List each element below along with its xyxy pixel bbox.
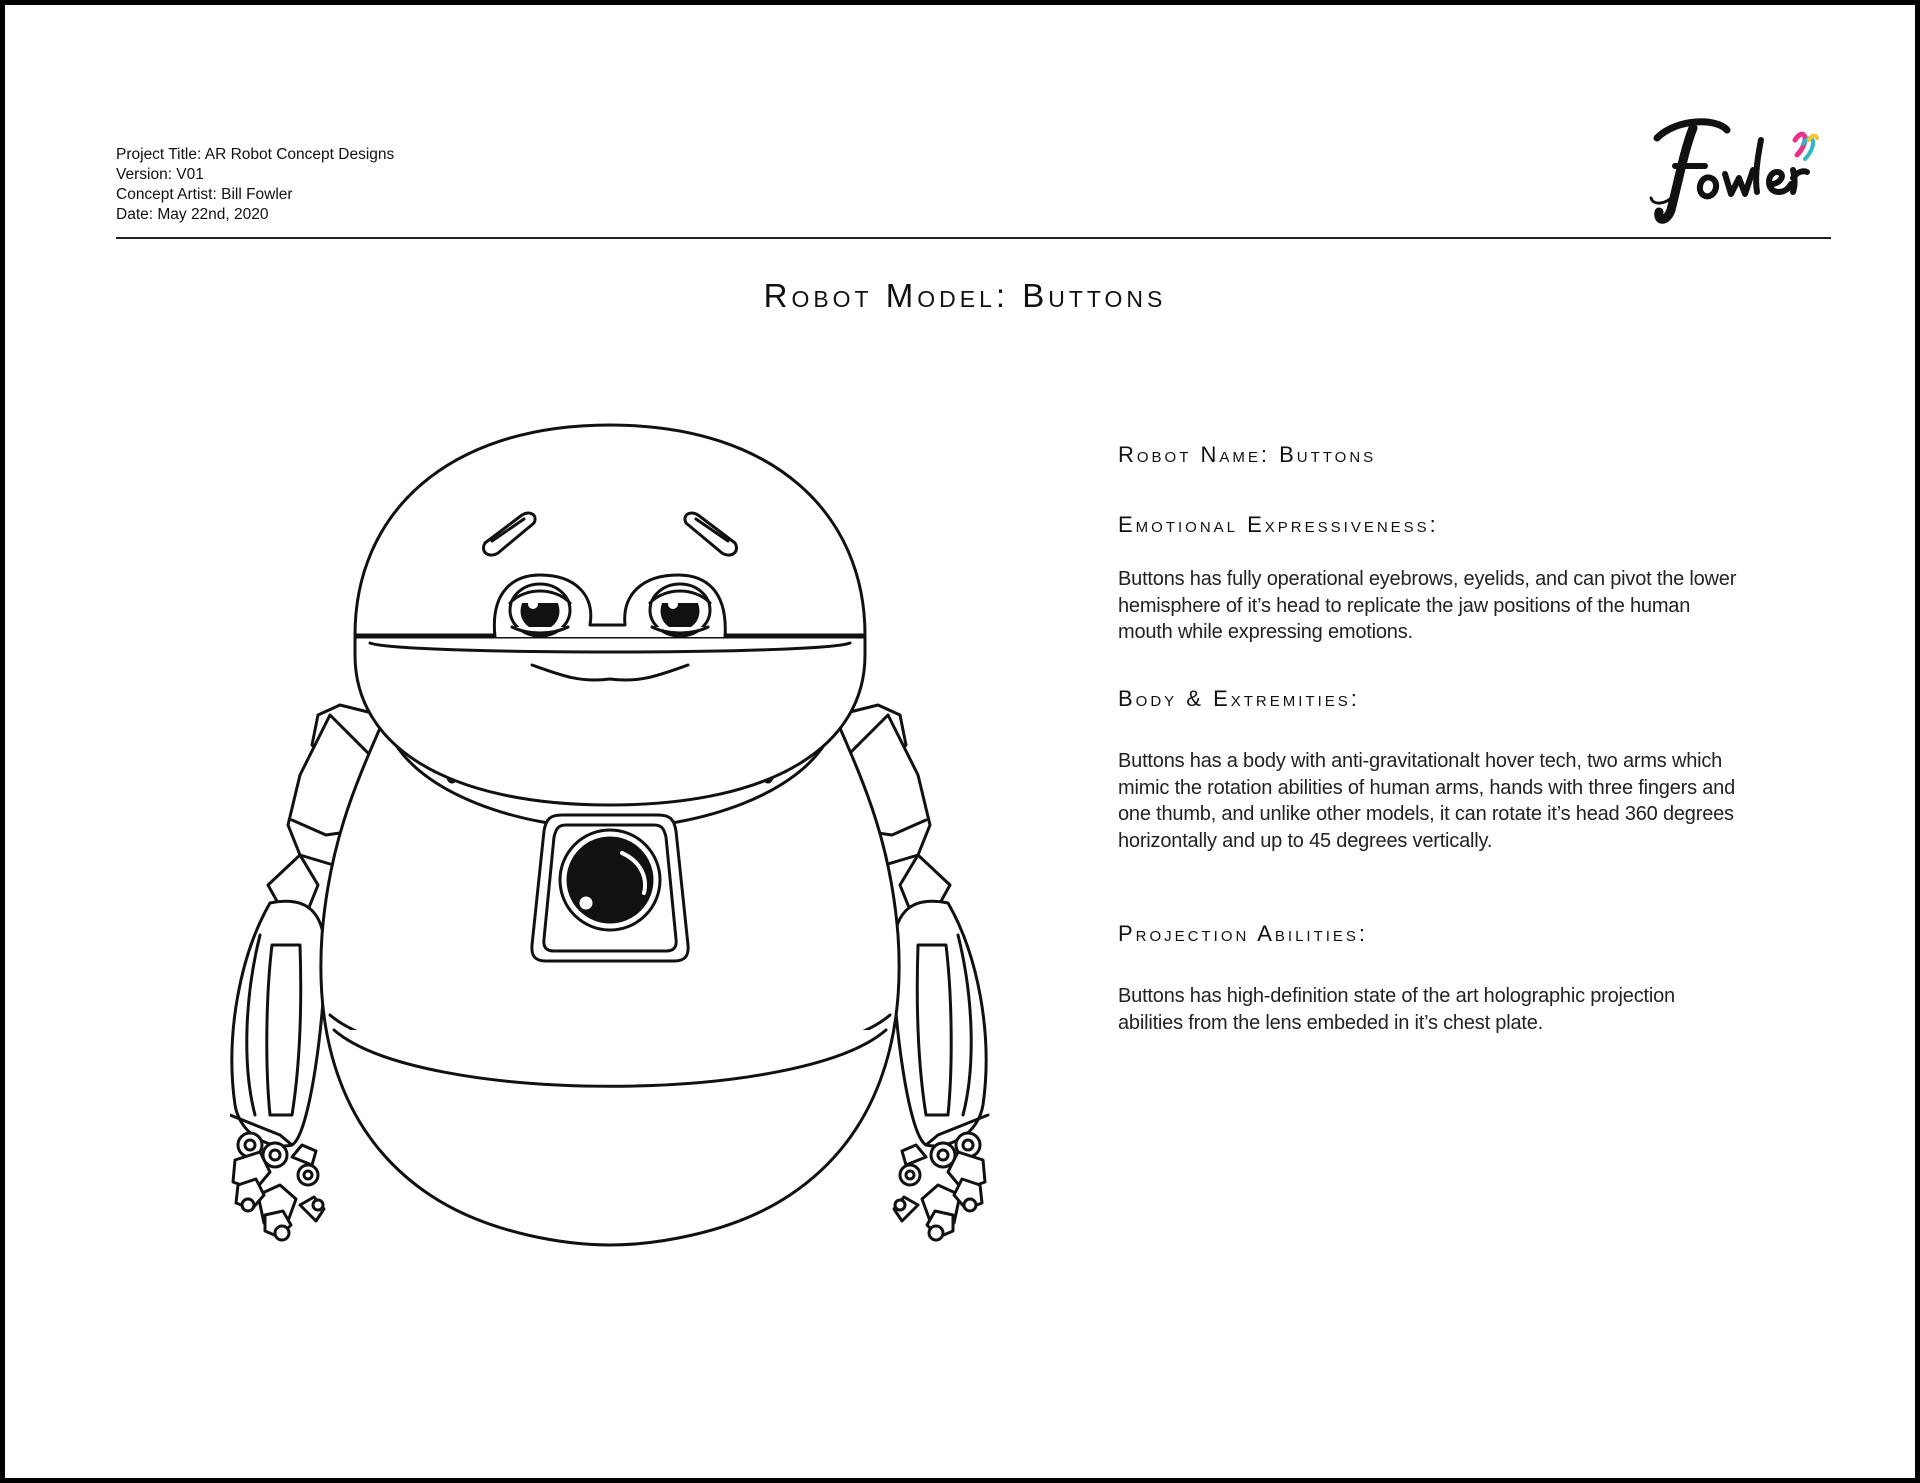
- header-divider: [116, 237, 1831, 239]
- concept-artist: Concept Artist: Bill Fowler: [116, 186, 293, 203]
- section-body: Buttons has fully operational eyebrows, eyelids, and can pivot the lower hemisphere of it’s head to replicate the jaw positions of the human mouth while expressing emotions.: [1118, 568, 1737, 643]
- version: Version: V01: [116, 166, 204, 183]
- section-body: Buttons has a body with anti-gravitationalt hover tech, two arms which mimic the rotation abilities of human arms, hands with three fingers and one thumb, and unlike other models, it can rotate it’s head 360 degrees horizontally and up to 45 degrees vertically.: [1118, 750, 1736, 852]
- robot-head: [355, 425, 865, 805]
- section-heading: Projection Abilities:: [1118, 921, 1369, 946]
- project-meta: [116, 145, 394, 225]
- section-heading: Emotional Expressiveness:: [1118, 512, 1439, 537]
- robot-name-heading: Robot Name: Buttons: [1118, 442, 1377, 467]
- section-heading: Body & Extremities:: [1118, 686, 1360, 711]
- section-body: Buttons has high-definition state of the art holographic projection abilities from the lens embeded in it’s chest plate.: [1118, 985, 1675, 1034]
- date: Date: May 22nd, 2020: [116, 206, 269, 223]
- robot-illustration: [230, 415, 990, 1295]
- page-title: Robot Model: Buttons: [763, 277, 1167, 314]
- project-title: Project Title: AR Robot Concept Designs: [116, 146, 395, 163]
- fowler-logo: [1645, 100, 1845, 230]
